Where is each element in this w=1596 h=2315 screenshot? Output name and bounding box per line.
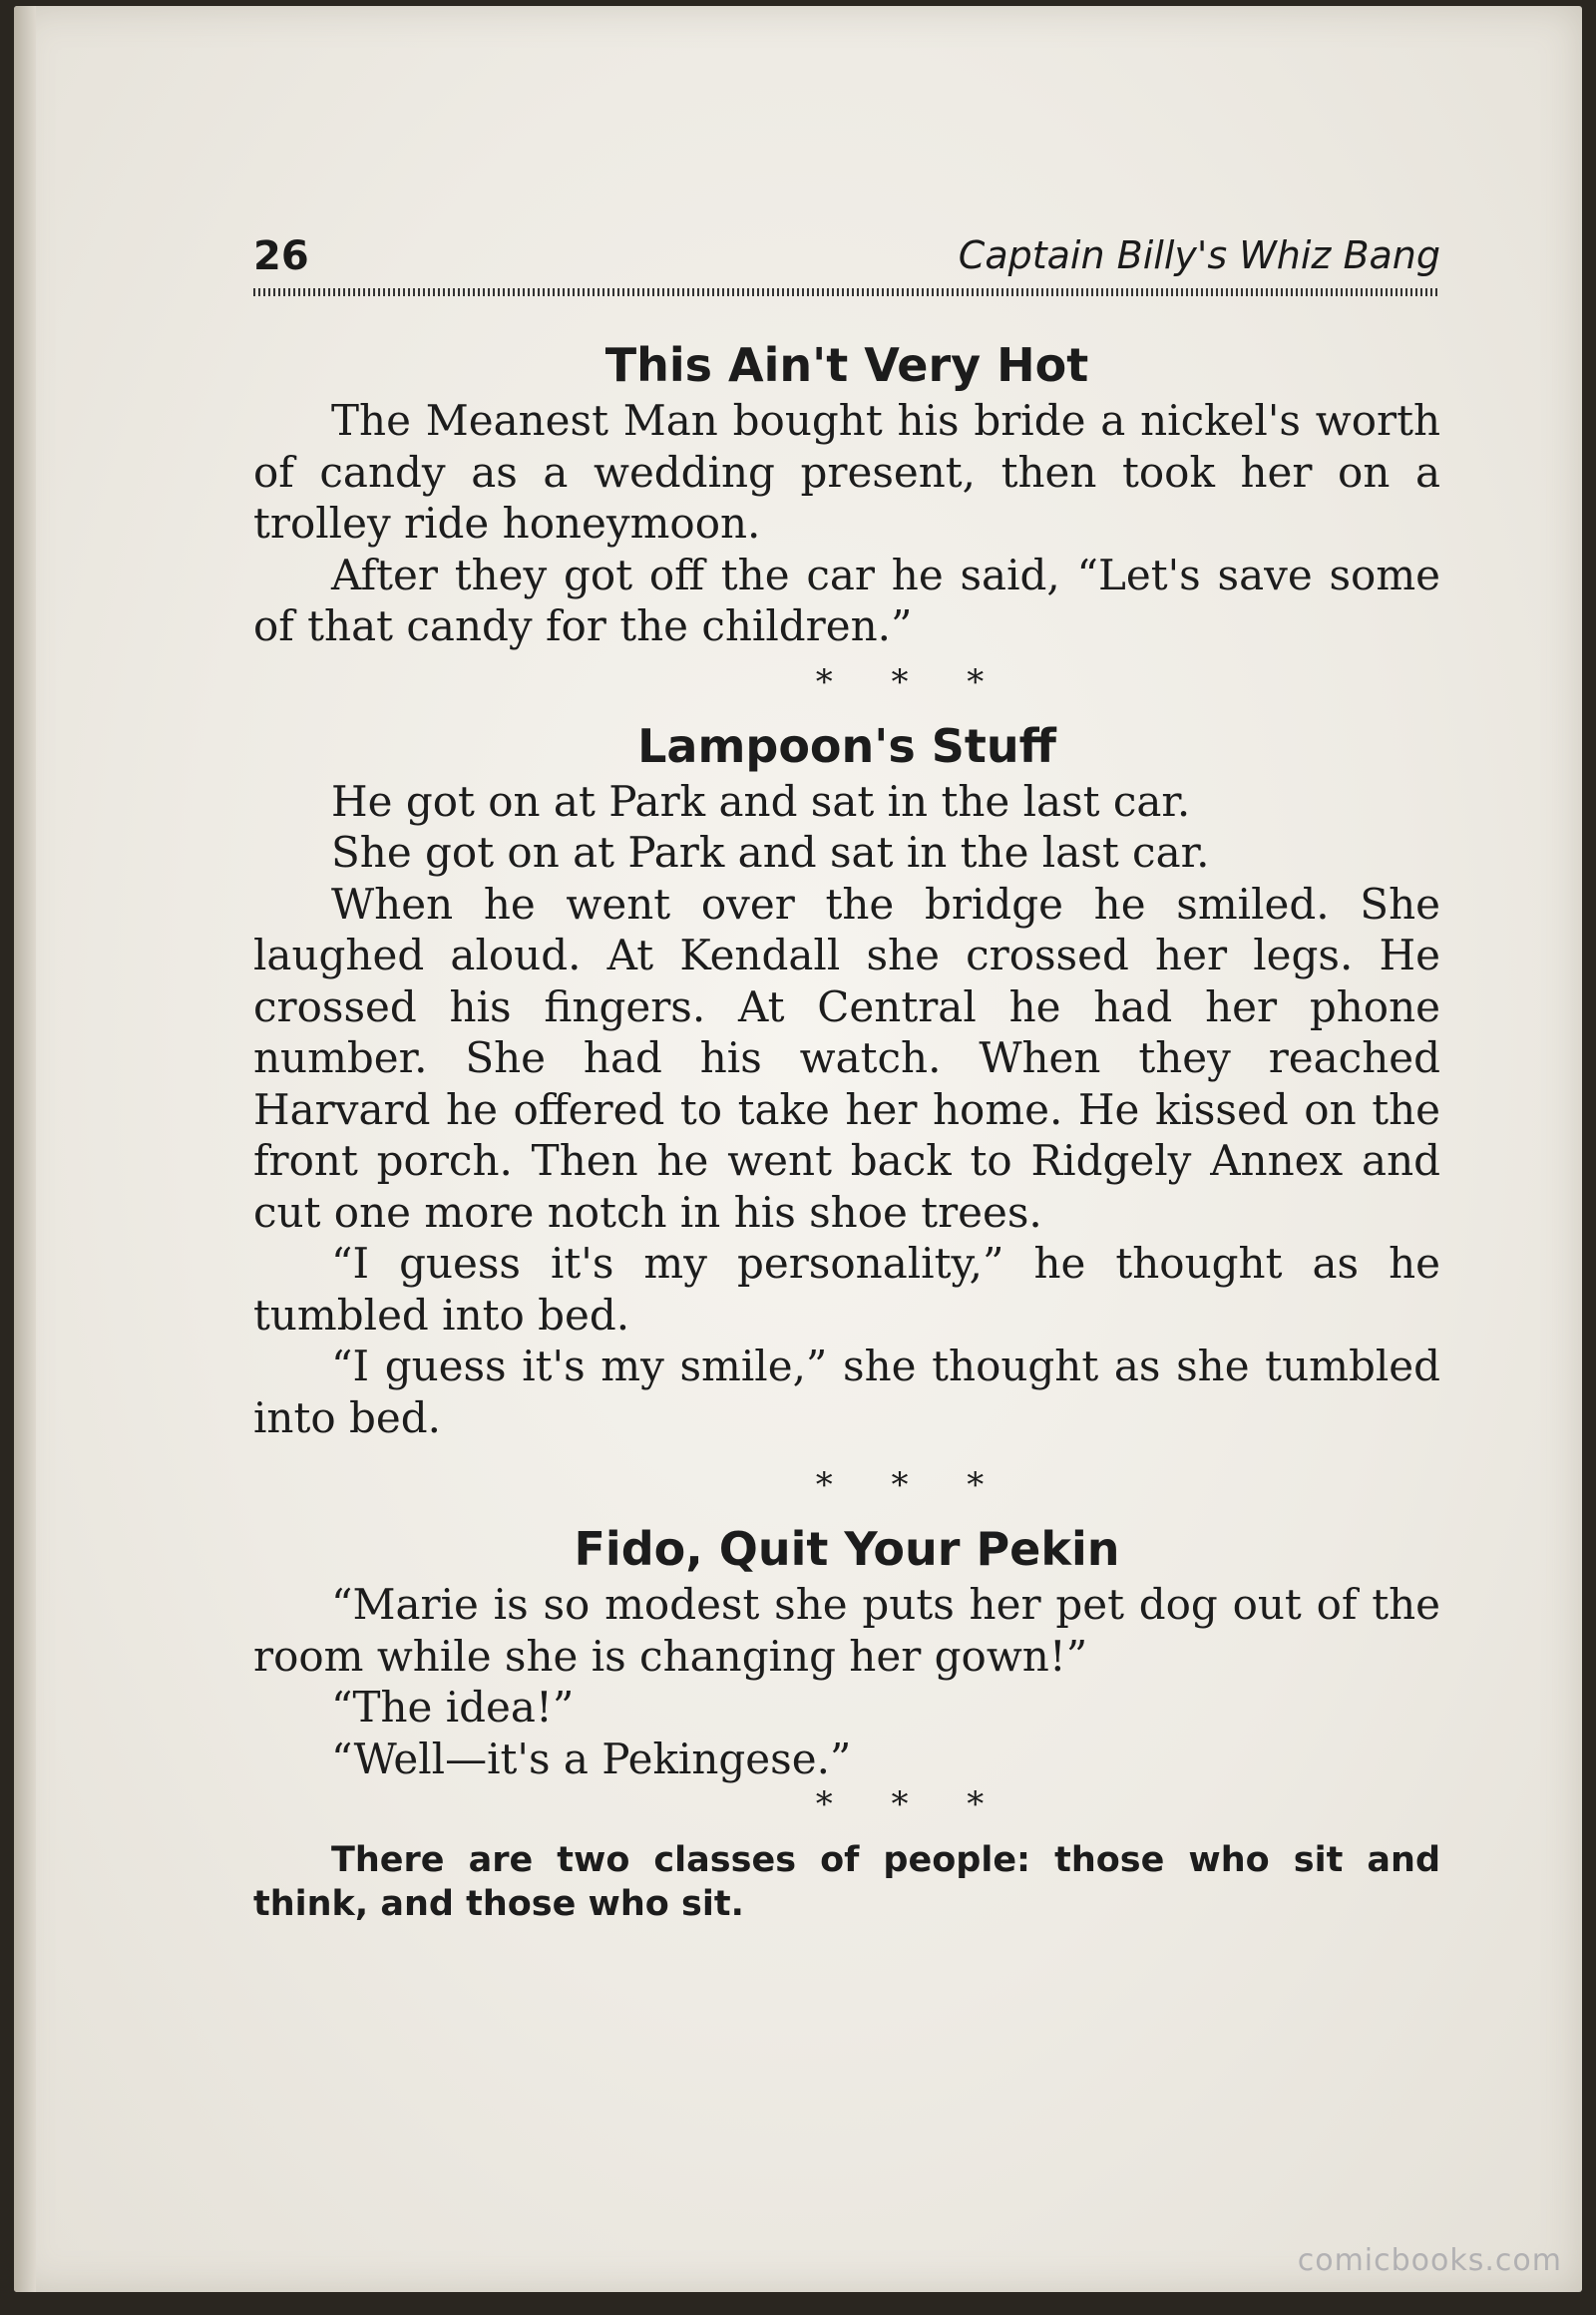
- section-separator: * * *: [815, 1465, 1008, 1505]
- paragraph: “Marie is so modest she puts her pet dog out of the room while she is changing her gown!”: [253, 1580, 1440, 1681]
- paragraph: He got on at Park and sat in the last car.: [331, 776, 1191, 826]
- paragraph: After they got off the car he said, “Let's save some of that candy for the children.”: [253, 550, 1440, 650]
- paragraph: When he went over the bridge he smiled. She laughed aloud. At Kendall she crossed her legs. He crossed his fingers. At Central he had her phone number. She had his watch. When they reached Harvard he offered to take her home. He kissed on the front porch. Then he went back to Ridgely Annex and cut one more notch in his shoe trees.: [253, 879, 1440, 1237]
- section-heading: This Ain't Very Hot: [604, 338, 1089, 392]
- section-heading: Lampoon's Stuff: [637, 718, 1056, 773]
- page-content: [253, 335, 1440, 1926]
- paragraph: She got on at Park and sat in the last car.: [331, 828, 1210, 877]
- paragraph: “The idea!”: [331, 1683, 575, 1732]
- paragraph: “I guess it's my smile,” she thought as she tumbled into bed.: [253, 1342, 1440, 1442]
- page-spine-shadow: [14, 6, 36, 2292]
- section-separator: * * *: [815, 661, 1008, 702]
- page-header: [253, 233, 1440, 293]
- closing-quip: There are two classes of people: those who sit and think, and those who sit.: [253, 1840, 1440, 1924]
- header-rule: [253, 288, 1440, 296]
- paragraph: “I guess it's my personality,” he thought as he tumbled into bed.: [253, 1239, 1440, 1340]
- section-separator: * * *: [815, 1784, 1008, 1824]
- section-heading: Fido, Quit Your Pekin: [574, 1522, 1120, 1576]
- book-page: [14, 6, 1582, 2292]
- paragraph: The Meanest Man bought his bride a nickel's worth of candy as a wedding present, then took her on a trolley ride honeymoon.: [253, 396, 1440, 548]
- paragraph: “Well—it's a Pekingese.”: [331, 1734, 852, 1783]
- page-number: 26: [253, 233, 309, 279]
- running-title: Captain Billy's Whiz Bang: [958, 233, 1440, 277]
- watermark: comicbooks.com: [1297, 2243, 1562, 2278]
